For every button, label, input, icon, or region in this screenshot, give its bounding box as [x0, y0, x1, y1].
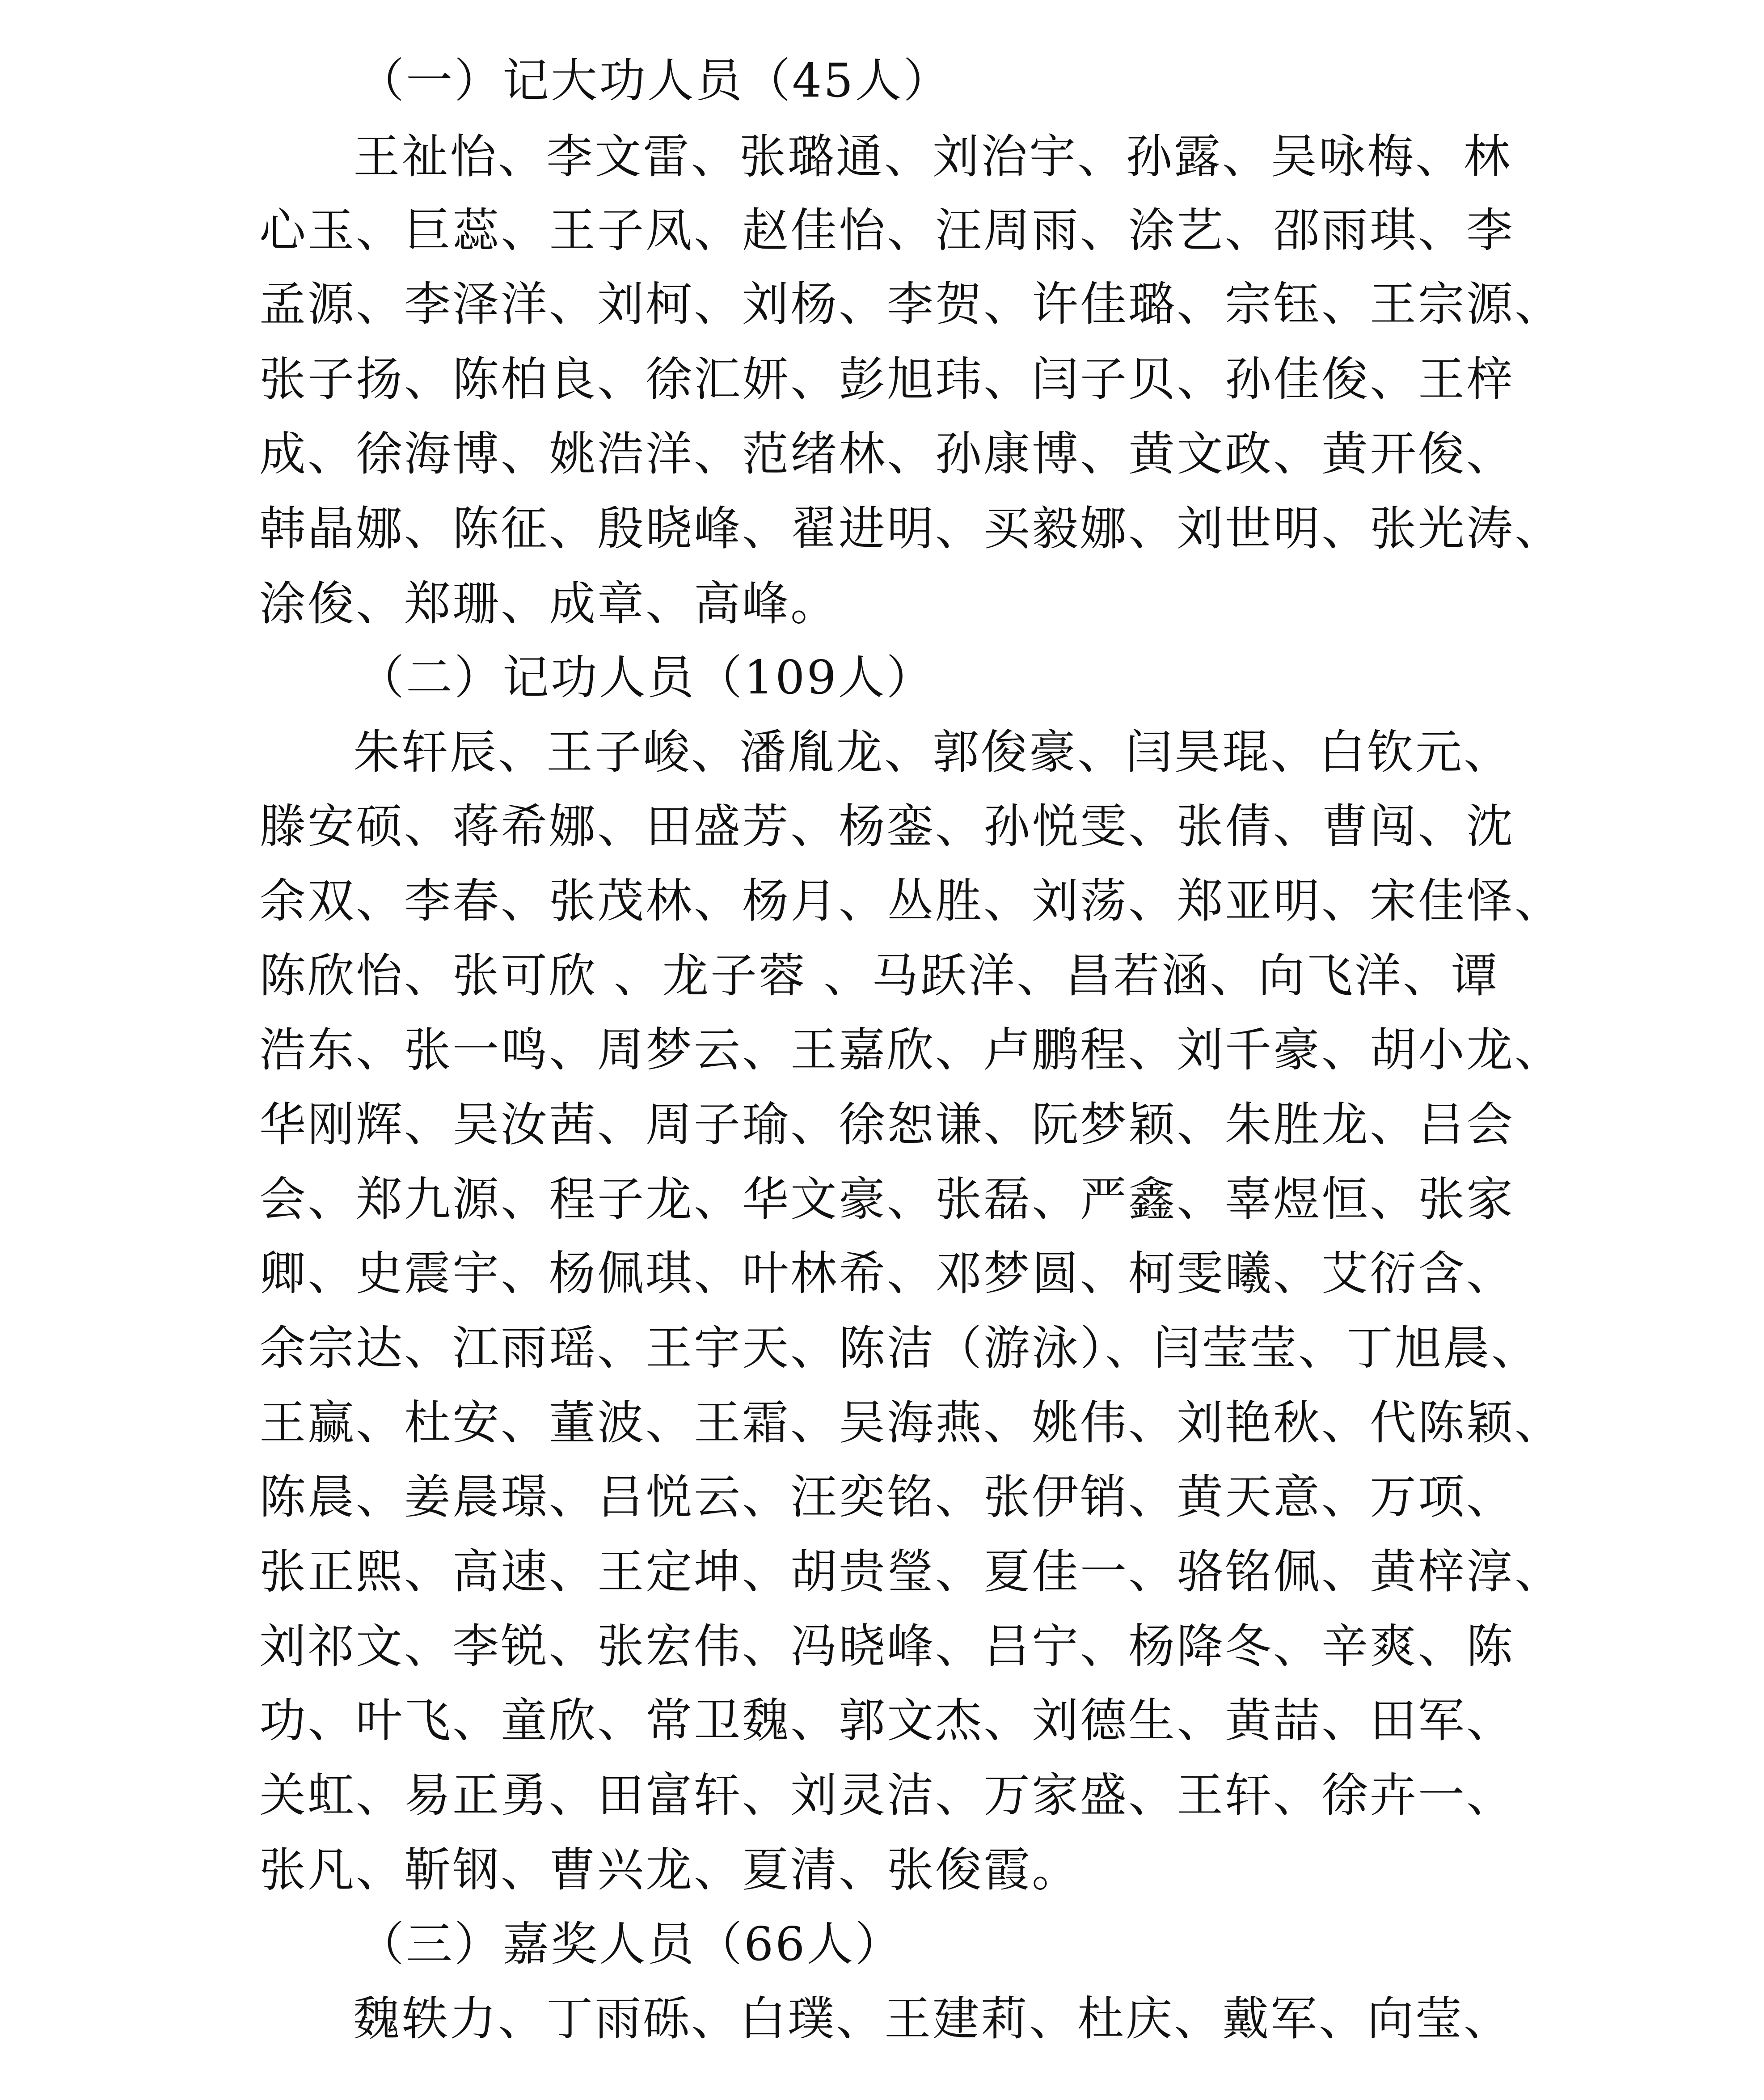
name-list-line: 朱轩辰、王子峻、潘胤龙、郭俊豪、闫昊琨、白钦元、: [353, 725, 1512, 779]
name-list-line: 张子扬、陈柏良、徐汇妍、彭旭玮、闫子贝、孙佳俊、王梓: [259, 352, 1515, 406]
name-list-line: 余宗达、江雨瑶、王宇天、陈洁（游泳）、闫莹莹、丁旭晨、: [259, 1321, 1540, 1375]
section-heading-merit: （二）记功人员（109人）: [358, 650, 935, 705]
name-list-line: 王赢、杜安、董波、王霜、吴海燕、姚伟、刘艳秋、代陈颖、: [259, 1395, 1563, 1450]
section-heading-commendation: （三）嘉奖人员（66人）: [358, 1917, 903, 1971]
name-list-line: 心玉、巨蕊、王子凤、赵佳怡、汪周雨、涂艺、邵雨琪、李: [259, 203, 1515, 258]
name-list-line: 涂俊、郑珊、成章、高峰。: [259, 576, 839, 631]
section-heading-major-merit: （一）记大功人员（45人）: [358, 53, 952, 108]
name-list-line: 卿、史震宇、杨佩琪、叶林希、邓梦圆、柯雯曦、艾衍含、: [259, 1246, 1515, 1301]
name-list-line: 张凡、靳钢、曹兴龙、夏清、张俊霞。: [259, 1842, 1080, 1897]
name-list-line: 魏轶力、丁雨砾、白璞、王建莉、杜庆、戴军、向莹、: [353, 1991, 1512, 2046]
name-list-line: 华刚辉、吴汝茜、周子瑜、徐恕谦、阮梦颖、朱胜龙、吕会: [259, 1097, 1515, 1152]
name-list-line: 陈晨、姜晨璟、吕悦云、汪奕铭、张伊销、黄天意、万项、: [259, 1470, 1515, 1524]
name-list-line: 滕安硕、蒋希娜、田盛芳、杨銮、孙悦雯、张倩、曹闯、沈: [259, 799, 1515, 854]
name-list-line: 关虹、易正勇、田富轩、刘灵洁、万家盛、王轩、徐卉一、: [259, 1768, 1515, 1822]
name-list-line: 成、徐海博、姚浩洋、范绪林、孙康博、黄文政、黄开俊、: [259, 427, 1515, 481]
name-list-line: 刘祁文、李锐、张宏伟、冯晓峰、吕宁、杨降冬、辛爽、陈: [259, 1619, 1515, 1673]
name-list-line: 浩东、张一鸣、周梦云、王嘉欣、卢鹏程、刘千豪、胡小龙、: [259, 1023, 1563, 1077]
name-list-line: 功、叶飞、童欣、常卫魏、郭文杰、刘德生、黄喆、田军、: [259, 1693, 1515, 1748]
name-list-line: 张正熙、高速、王定坤、胡贵瑩、夏佳一、骆铭佩、黄梓淳、: [259, 1544, 1563, 1599]
name-list-line: 会、郑九源、程子龙、华文豪、张磊、严鑫、辜煜恒、张家: [259, 1172, 1515, 1226]
name-list-line: 余双、李春、张茂林、杨月、丛胜、刘荡、郑亚明、宋佳怿、: [259, 874, 1563, 928]
name-list-line: 孟源、李泽洋、刘柯、刘杨、李贺、许佳璐、宗钰、王宗源、: [259, 277, 1563, 331]
name-list-line: 王祉怡、李文雷、张璐通、刘治宇、孙露、吴咏梅、林: [353, 129, 1512, 184]
name-list-line: 陈欣怡、张可欣 、龙子蓉 、马跃洋、昌若涵、向飞洋、谭: [259, 948, 1500, 1003]
name-list-line: 韩晶娜、陈征、殷晓峰、翟进明、买毅娜、刘世明、张光涛、: [259, 501, 1563, 556]
